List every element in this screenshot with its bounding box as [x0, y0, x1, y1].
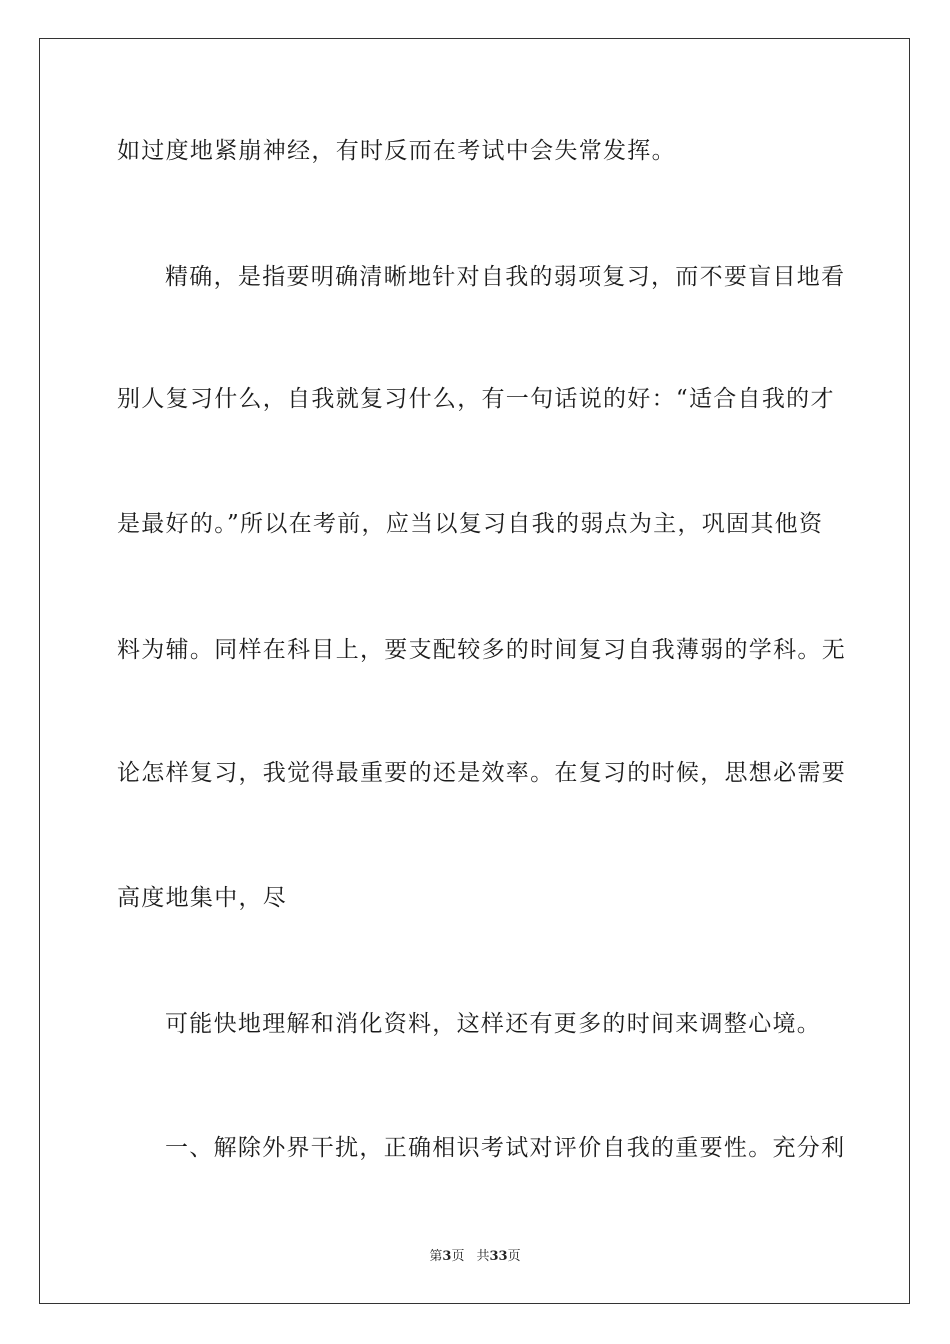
footer-page-suffix: 页	[451, 1249, 465, 1264]
footer-page-current: 3	[442, 1249, 452, 1264]
body-text-line-4: 是最好的。”所以在考前，应当以复习自我的弱点为主，巩固其他资	[117, 511, 824, 537]
footer-page-prefix: 第	[429, 1249, 443, 1264]
body-text-line-3: 别人复习什么，自我就复习什么，有一句话说的好：“适合自我的才	[117, 386, 835, 412]
body-text-line-7: 高度地集中，尽	[117, 885, 288, 911]
body-text-line-5: 料为辅。同样在科目上，要支配较多的时间复习自我薄弱的学科。无	[117, 637, 846, 663]
body-text-line-1: 如过度地紧崩神经，有时反而在考试中会失常发挥。	[117, 138, 676, 164]
footer-total-suffix: 页	[507, 1249, 521, 1264]
body-text-line-2: 精确，是指要明确清晰地针对自我的弱项复习，而不要盲目地看	[165, 264, 846, 290]
page-footer	[0, 1248, 950, 1266]
body-text-line-9: 一、解除外界干扰，正确相识考试对评价自我的重要性。充分利	[165, 1135, 846, 1161]
body-text-line-8: 可能快地理解和消化资料，这样还有更多的时间来调整心境。	[165, 1011, 822, 1037]
body-text-line-6: 论怎样复习，我觉得最重要的还是效率。在复习的时候，思想必需要	[117, 760, 846, 786]
footer-total-prefix: 共	[476, 1249, 490, 1264]
page-border	[39, 38, 910, 1304]
footer-page-total: 33	[489, 1249, 508, 1264]
